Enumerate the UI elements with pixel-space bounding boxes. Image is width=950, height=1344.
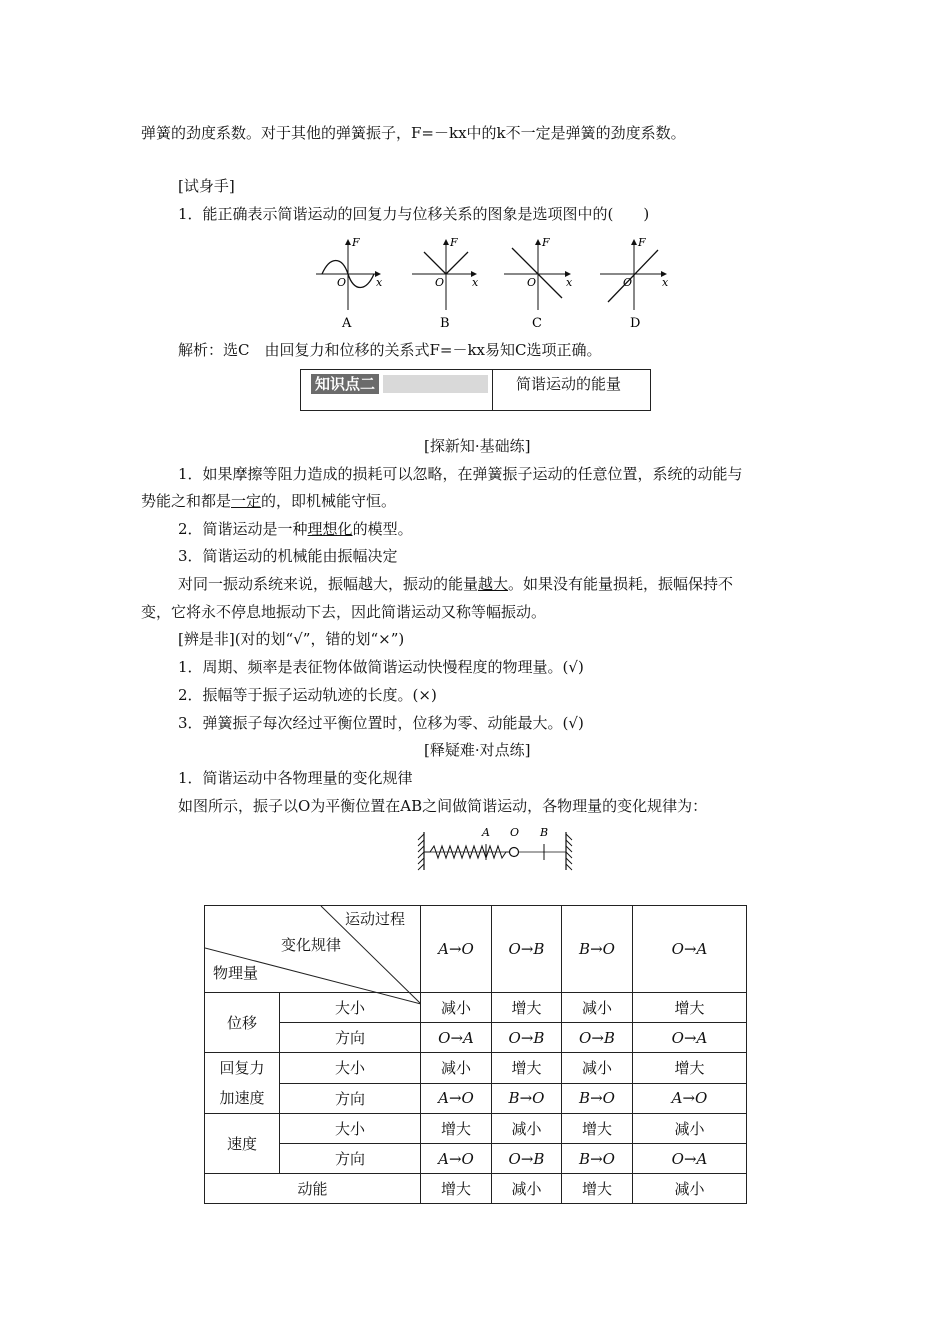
group-velocity: 速度 [205,1114,280,1174]
sub-label: 大小 [280,993,421,1023]
table-cell: 减小 [633,1114,747,1144]
table-cell: 增大 [421,1114,492,1144]
table-cell: O→A [421,1023,492,1053]
table-row [205,1114,747,1144]
table-cell: 增大 [633,993,747,1023]
figure-label-a: A [482,826,490,839]
graph-c-f-label: F [542,236,550,249]
table-cell: 减小 [492,1174,562,1204]
process-header-2: O→B [492,906,562,993]
table-cell: A→O [421,1083,492,1114]
explore-p1-line1: 1．如果摩擦等阻力造成的损耗可以忽略，在弹簧振子运动的任意位置，系统的动能与 [178,465,743,483]
corner-mid-label: 变化规律 [281,936,342,954]
table-cell: 增大 [492,1053,562,1084]
sub-label: 大小 [280,1114,421,1144]
graph-d-label: D [630,316,641,331]
table-row [205,1083,747,1114]
explore-p4-line1-b: 。如果没有能量损耗，振幅保持不 [508,575,734,593]
graph-a-label: A [342,316,352,331]
graph-a [316,236,383,331]
group-kinetic-energy: 动能 [205,1174,421,1204]
table-row [205,1174,747,1204]
table-cell: 减小 [562,1053,633,1084]
process-header-4: O→A [633,906,747,993]
heading-judge: [辨是非](对的划“√”，错的划“×”) [178,630,405,648]
table-cell: 减小 [421,993,492,1023]
graph-c [504,236,573,331]
process-header-3: B→O [562,906,633,993]
graph-b [412,236,479,331]
table-cell: O→B [492,1144,562,1174]
figure-label-o: O [510,826,520,839]
group-displacement: 位移 [205,993,280,1053]
answer-text: 解析：选C 由回复力和位移的关系式F=－kx易知C选项正确。 [178,341,602,359]
graph-b-x-label: x [472,276,479,289]
explore-p2 [178,519,413,539]
graph-c-x-label: x [566,276,573,289]
graph-b-f-label: F [450,236,458,249]
table-cell: O→A [633,1023,747,1053]
sub-label: 方向 [280,1023,421,1053]
corner-bottom-label: 物理量 [213,964,259,982]
process-header-1: A→O [421,906,492,993]
knowledge-point-title: 简谐运动的能量 [516,375,622,393]
graph-a-x-label: x [376,276,383,289]
graph-c-origin: O [527,276,537,289]
explore-p2-underline: 理想化 [307,520,353,538]
explore-p4-line1-underline: 越大 [478,575,509,593]
table-cell: 减小 [421,1053,492,1084]
explore-p1-line2-underline: 一定 [231,492,262,510]
graph-a-f-label: F [352,236,360,249]
spring-oscillator-figure [410,824,580,872]
explore-p4-line1-a: 对同一振动系统来说，振幅越大，振动的能量 [178,575,479,593]
graph-b-origin: O [435,276,445,289]
table-row [205,1144,747,1174]
knowledge-point-tag-bar [383,375,488,393]
knowledge-point-box [300,369,651,411]
explore-p1-line2 [141,491,396,511]
judge-item-2: 2．振幅等于振子运动轨迹的长度。(×) [178,686,437,704]
table-cell: A→O [421,1144,492,1174]
table-corner-cell [205,906,421,993]
knowledge-point-tag-cell [301,370,493,410]
explore-p3: 3．简谐运动的机械能由振幅决定 [178,547,398,565]
graph-c-label: C [532,316,542,331]
table-cell: 增大 [562,1174,633,1204]
table-row [205,1023,747,1053]
text-top-line: 弹簧的劲度系数。对于其他的弹簧振子，F=－kx中的k不一定是弹簧的劲度系数。 [141,124,686,142]
figure-label-b: B [540,826,549,839]
judge-item-1: 1．周期、频率是表征物体做简谐运动快慢程度的物理量。(√) [178,658,584,676]
graph-a-origin: O [337,276,347,289]
graph-d-x-label: x [662,276,669,289]
explore-p1-line2-b: 的，即机械能守恒。 [261,492,397,510]
graph-d [600,236,669,331]
rules-table [204,905,747,1204]
explain-intro: 如图所示，振子以O为平衡位置在AB之间做简谐运动，各物理量的变化规律为： [178,797,708,815]
explore-p4-line1 [178,574,733,594]
table-cell: B→O [562,1083,633,1114]
table-cell: O→B [562,1023,633,1053]
table-row [205,1053,747,1084]
table-cell: A→O [633,1083,747,1114]
graph-b-label: B [440,316,450,331]
table-cell: O→B [492,1023,562,1053]
explore-p2-a: 2．简谐运动是一种 [178,520,308,538]
group-acceleration-label: 加速度 [219,1089,265,1107]
table-cell: 增大 [492,993,562,1023]
question-1: 1．能正确表示简谐运动的回复力与位移关系的图象是选项图中的( ) [178,205,650,223]
table-cell: B→O [562,1144,633,1174]
explore-p1-line2-a: 势能之和都是 [141,492,232,510]
table-header-row [205,906,747,993]
table-cell: 增大 [562,1114,633,1144]
sub-label: 方向 [280,1083,421,1114]
sub-label: 大小 [280,1053,421,1084]
explore-p4-line2: 变，它将永不停息地振动下去，因此简谐运动又称等幅振动。 [141,603,547,621]
table-cell: 增大 [633,1053,747,1084]
explore-p2-b: 的模型。 [352,520,413,538]
judge-item-3: 3．弹簧振子每次经过平衡位置时，位移为零、动能最大。(√) [178,714,584,732]
graph-d-origin: O [623,276,633,289]
explain-item-1: 1．简谐运动中各物理量的变化规律 [178,769,413,787]
graph-d-f-label: F [638,236,646,249]
table-cell: 增大 [421,1174,492,1204]
sub-label: 方向 [280,1144,421,1174]
table-cell: O→A [633,1144,747,1174]
group-force-acceleration [205,1053,280,1114]
knowledge-point-tag: 知识点二 [311,374,379,394]
table-cell: 减小 [562,993,633,1023]
table-cell: 减小 [492,1114,562,1144]
heading-explore: [探新知·基础练] [424,437,531,455]
group-force-label: 回复力 [219,1059,265,1077]
graph-options-figure [0,230,950,340]
heading-try: [试身手] [178,177,235,195]
heading-explain: [释疑难·对点练] [424,741,531,759]
table-cell: 减小 [633,1174,747,1204]
corner-top-label: 运动过程 [345,910,406,928]
table-cell: B→O [492,1083,562,1114]
